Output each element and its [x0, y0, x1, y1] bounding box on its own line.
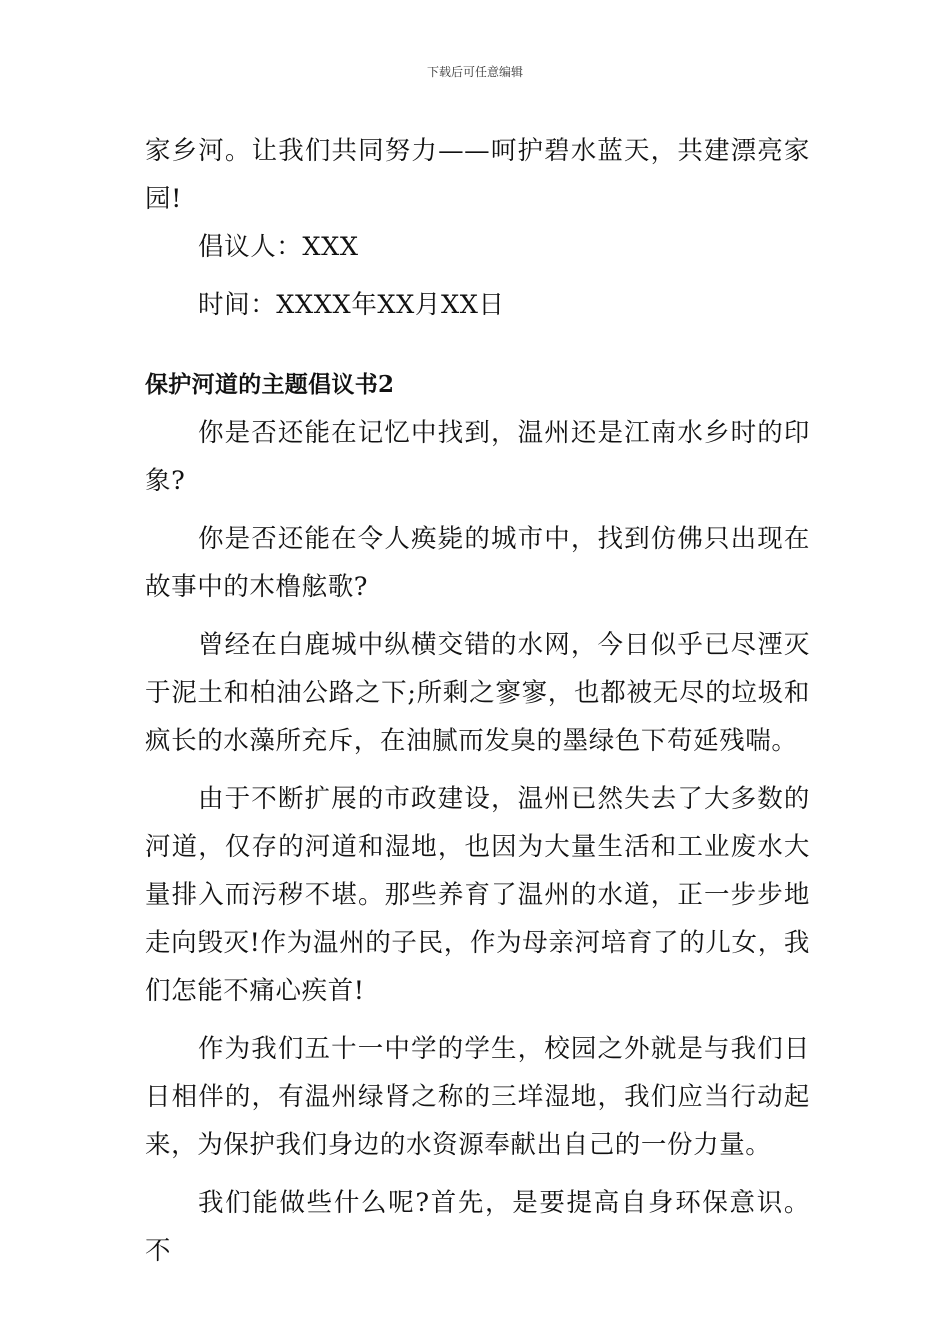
page-header-note: 下载后可任意编辑 [426, 65, 523, 79]
document-body [145, 127, 810, 1275]
body-paragraph-4: 由于不断扩展的市政建设，温州已然失去了大多数的河道，仅存的河道和湿地，也因为大量生活和工业废水大量排入而污秽不堪。那些养育了温州的水道，正一步步地走向毁灭!作为温州的子民，作为母亲河培育了的儿女，我们怎能不痛心疾首! [145, 784, 810, 1006]
date-line: 时间：XXXX年XX月XX日 [198, 290, 505, 320]
body-paragraph-2: 你是否还能在令人痪毙的城市中，找到仿佛只出现在故事中的木橹舷歌? [145, 524, 810, 602]
closing-paragraph: 家乡河。让我们共同努力——呵护碧水蓝天，共建漂亮家园! [145, 136, 810, 214]
body-paragraph-1: 你是否还能在记忆中找到，温州还是江南水乡时的印象? [145, 418, 810, 496]
section-title: 保护河道的主题倡议书2 [145, 371, 395, 398]
body-paragraph-3: 曾经在白鹿城中纵横交错的水网，今日似乎已尽湮灭于泥土和柏油公路之下;所剩之寥寥，也都被无尽的垃圾和疯长的水藻所充斥，在油腻而发臭的墨绿色下苟延残喘。 [145, 630, 810, 756]
proposer-line: 倡议人：XXX [198, 232, 359, 262]
body-paragraph-5: 作为我们五十一中学的学生，校园之外就是与我们日日相伴的，有温州绿肾之称的三垟湿地，我们应当行动起来，为保护我们身边的水资源奉献出自己的一份力量。 [145, 1034, 810, 1160]
body-paragraph-6: 我们能做些什么呢?首先，是要提高自身环保意识。不 [145, 1188, 810, 1266]
